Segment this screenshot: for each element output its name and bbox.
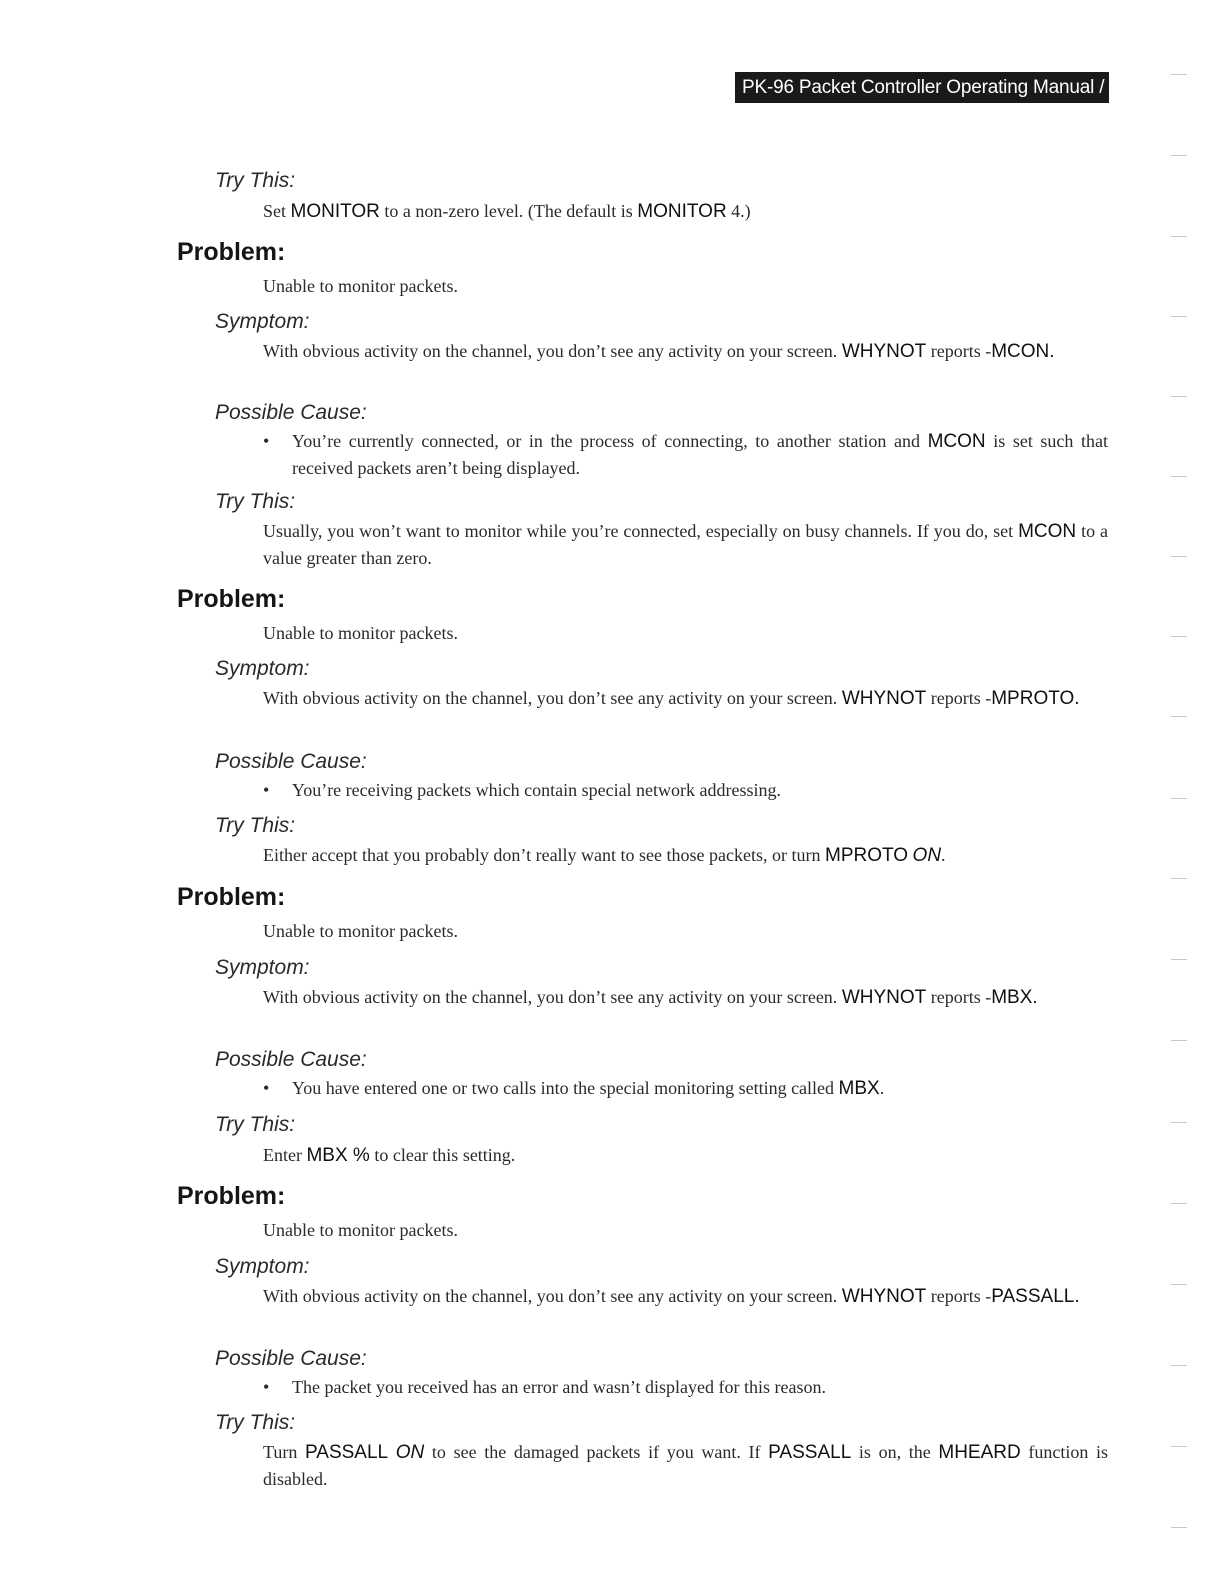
symptom-text: With obvious activity on the channel, you don’t see any activity on your screen. WHYNOT reports -MBX. (263, 987, 1038, 1008)
margin-tick (1171, 636, 1187, 637)
bullet-glyph: • (263, 1377, 270, 1397)
symptom-text: With obvious activity on the channel, you don’t see any activity on your screen. WHYNOT reports -MPROTO. (263, 688, 1080, 709)
header-title: PK-96 Packet Controller Operating Manual / (742, 77, 1105, 98)
margin-tick (1171, 878, 1187, 879)
symptom-label: Symptom: (215, 1255, 310, 1278)
margin-tick (1171, 316, 1187, 317)
page-number: 131 (1109, 77, 1141, 98)
cause-bullet-item: • You’re receiving packets which contain special network addressing. (263, 777, 1108, 804)
problem-heading: Problem: (177, 585, 286, 613)
symptom-text: With obvious activity on the channel, you don’t see any activity on your screen. WHYNOT reports -MCON. (263, 341, 1055, 362)
margin-tick (1171, 155, 1187, 156)
margin-tick (1171, 1446, 1187, 1447)
try-this-text: Turn PASSALL ON to see the damaged packets if you want. If PASSALL is on, the MHEARD function is disabled. (263, 1442, 1109, 1489)
possible-cause-label: Possible Cause: (215, 1347, 367, 1370)
margin-tick (1171, 74, 1187, 75)
problem-heading: Problem: (177, 238, 286, 266)
margin-tick (1171, 716, 1187, 717)
running-header (735, 72, 1141, 103)
symptom-label: Symptom: (215, 310, 310, 333)
bullet-glyph: • (263, 780, 270, 800)
cause-bullet-item: • You have entered one or two calls into the special monitoring setting called MBX. (263, 1075, 1108, 1102)
try-this-text: Enter MBX % to clear this setting. (263, 1145, 516, 1166)
problem-text: Unable to monitor packets. (263, 1220, 458, 1240)
problem-heading: Problem: (177, 1182, 286, 1210)
try-this-label: Try This: (215, 1113, 296, 1136)
try-this-label: Try This: (215, 490, 296, 513)
margin-tick (1171, 1203, 1187, 1204)
margin-tick (1171, 396, 1187, 397)
possible-cause-label: Possible Cause: (215, 1048, 367, 1071)
cause-bullet-item: • You’re currently connected, or in the process of connecting, to another station and MCON is set such that received packets aren’t being displayed. (263, 428, 1108, 482)
problem-heading: Problem: (177, 883, 286, 911)
margin-tick (1171, 1527, 1187, 1528)
margin-tick (1171, 1040, 1187, 1041)
try-this-label: Try This: (215, 169, 296, 192)
margin-tick (1171, 798, 1187, 799)
symptom-label: Symptom: (215, 657, 310, 680)
cause-bullet-item: • The packet you received has an error and wasn’t displayed for this reason. (263, 1374, 1108, 1401)
try-this-text: Usually, you won’t want to monitor while you’re connected, especially on busy channels. If you do, set MCON to a value greater than zero. (263, 521, 1108, 568)
try-this-label: Try This: (215, 1411, 296, 1434)
problem-text: Unable to monitor packets. (263, 276, 458, 296)
try-this-label: Try This: (215, 814, 296, 837)
margin-tick (1171, 236, 1187, 237)
margin-tick (1171, 1122, 1187, 1123)
margin-tick-marks (1171, 0, 1187, 1584)
margin-tick (1171, 1365, 1187, 1366)
margin-tick (1171, 1284, 1187, 1285)
margin-tick (1171, 476, 1187, 477)
margin-tick (1171, 959, 1187, 960)
bullet-glyph: • (263, 1078, 270, 1098)
try-this-text: Set MONITOR to a non-zero level. (The default is MONITOR 4.) (263, 201, 751, 222)
possible-cause-label: Possible Cause: (215, 401, 367, 424)
problem-text: Unable to monitor packets. (263, 623, 458, 643)
problem-text: Unable to monitor packets. (263, 921, 458, 941)
symptom-label: Symptom: (215, 956, 310, 979)
possible-cause-label: Possible Cause: (215, 750, 367, 773)
symptom-text: With obvious activity on the channel, you don’t see any activity on your screen. WHYNOT reports -PASSALL. (263, 1286, 1080, 1307)
try-this-text: Either accept that you probably don’t really want to see those packets, or turn MPROTO ON. (263, 845, 946, 866)
margin-tick (1171, 556, 1187, 557)
bullet-glyph: • (263, 431, 270, 451)
